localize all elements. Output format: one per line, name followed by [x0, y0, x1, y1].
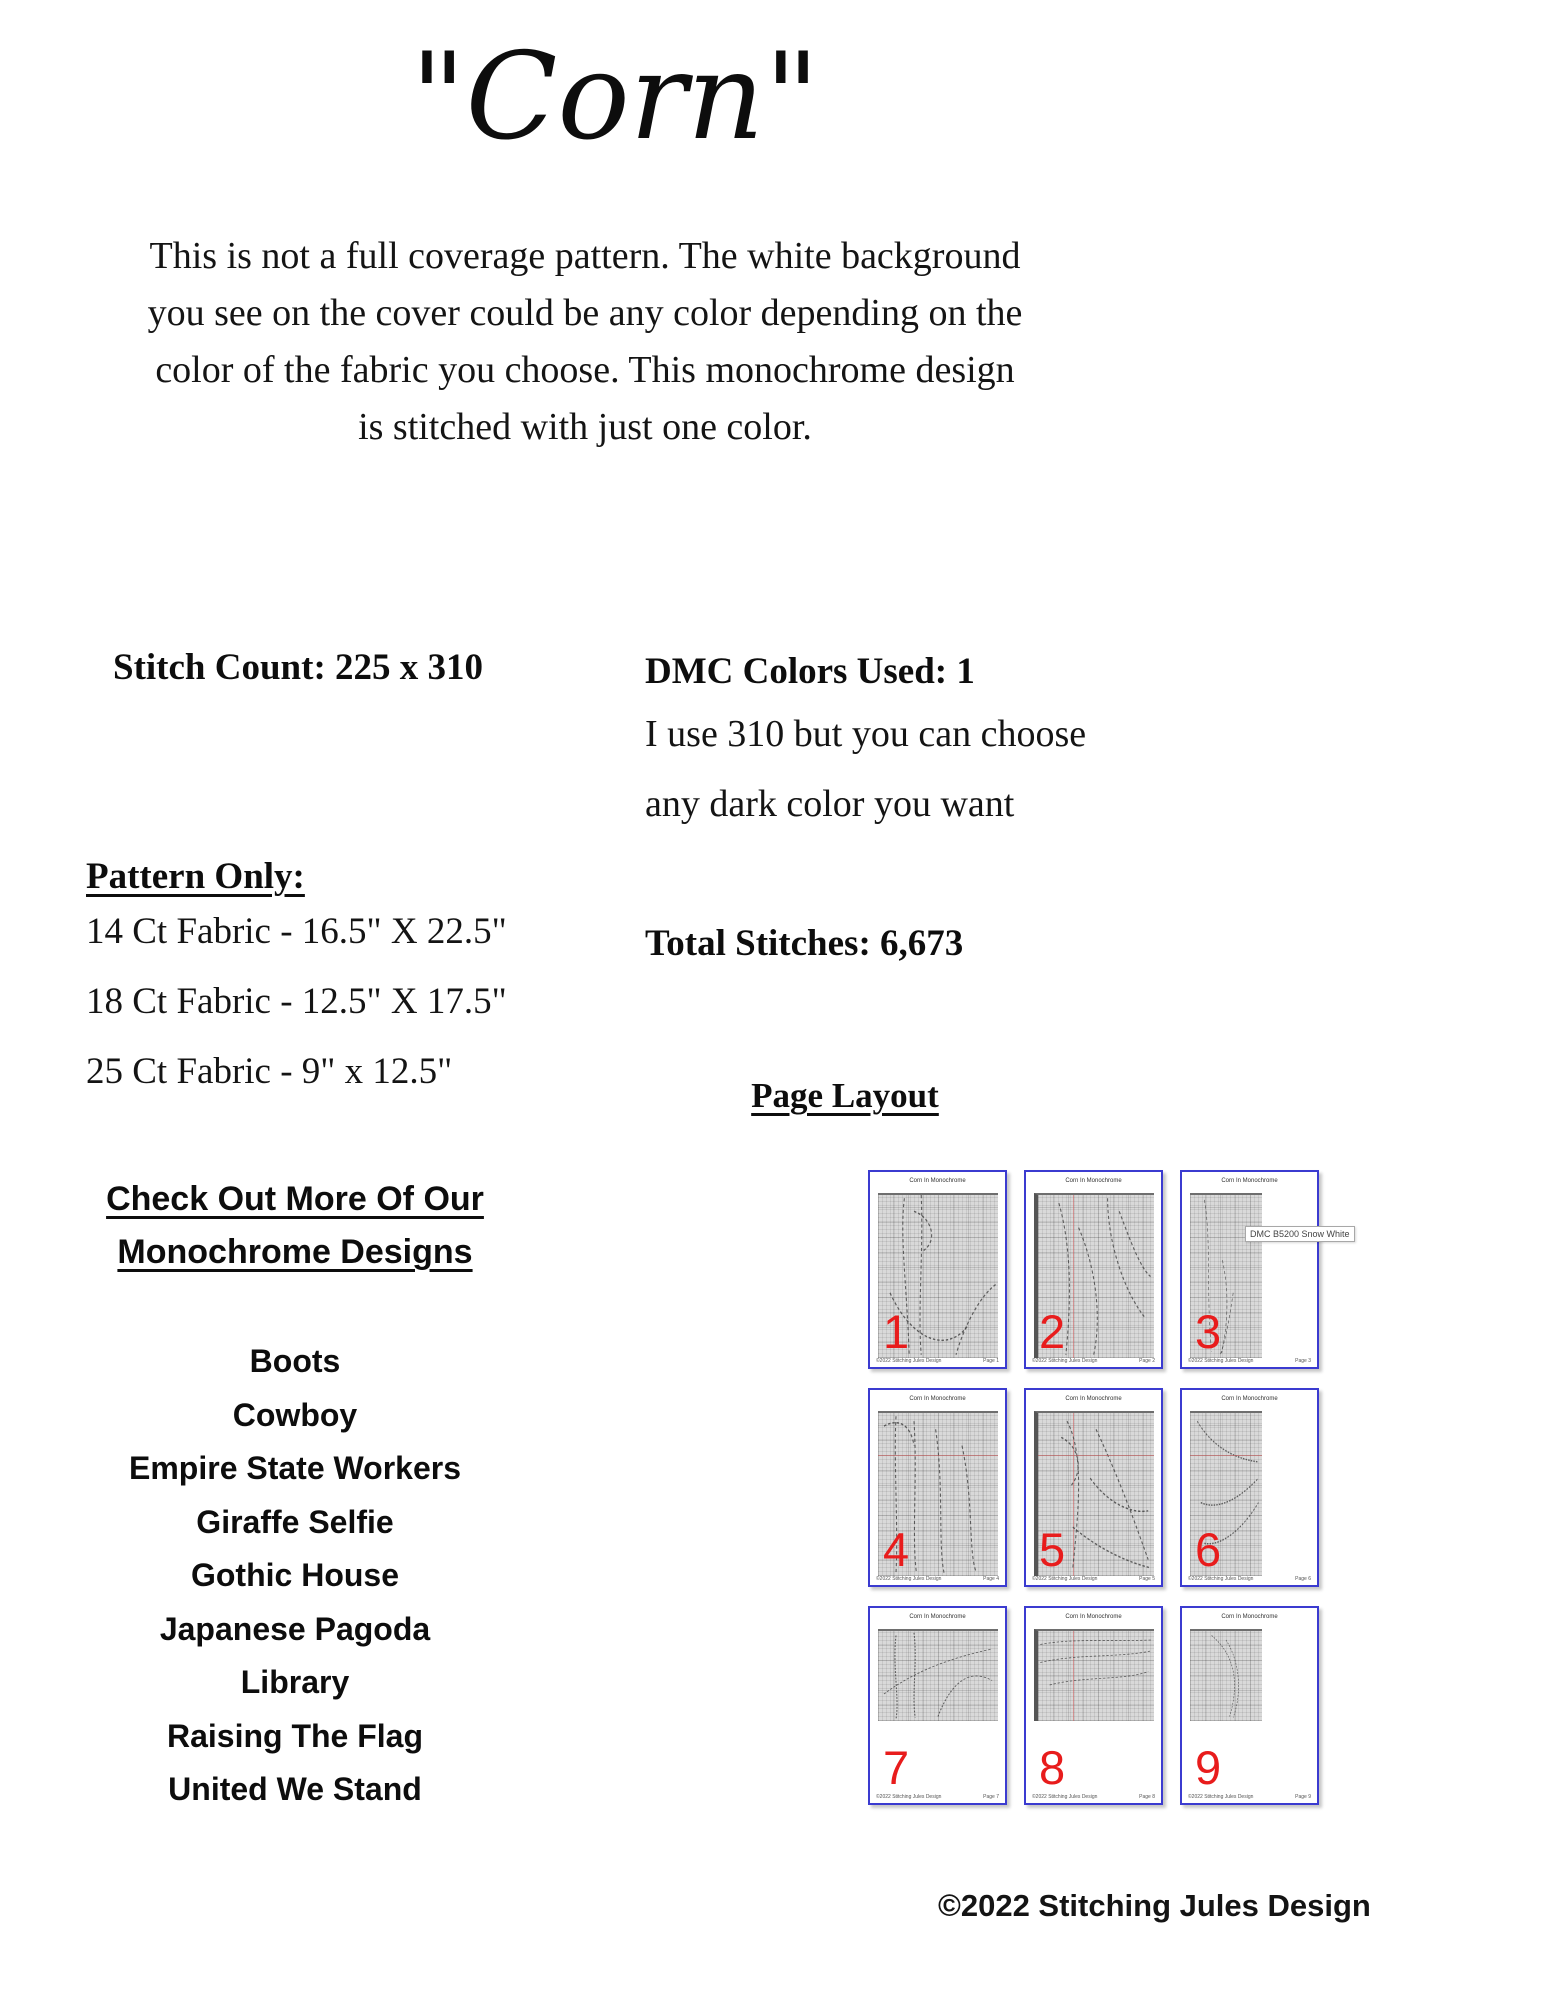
pattern-page-thumbnail-6: [1180, 1388, 1319, 1587]
list-item: Boots: [249, 1343, 341, 1379]
intro-line: you see on the cover could be any color depending on the: [147, 292, 1023, 334]
thumbnail-footer-right: Page 1: [983, 1358, 999, 1364]
fabric-size: 25 Ct Fabric - 9" x 12.5": [86, 1051, 453, 1092]
page-title: "Corn": [410, 28, 820, 167]
thumbnail-footer: [1188, 1358, 1311, 1364]
page-number: 1: [883, 1305, 910, 1358]
pattern-page-thumbnail-4: [868, 1388, 1007, 1587]
list-item: United We Stand: [168, 1771, 422, 1807]
thumbnail-footer-left: ©2022 Stitching Jules Design: [1188, 1794, 1254, 1800]
thumbnail-title: Corn In Monochrome: [1221, 1614, 1278, 1620]
thumbnail-footer-right: Page 5: [1139, 1576, 1155, 1582]
pattern-page-thumbnail-1: [868, 1170, 1007, 1369]
pattern-page-thumbnail-5: [1024, 1388, 1163, 1587]
page-layout-grid: [868, 1170, 1350, 1810]
stitch-marks: [1038, 1631, 1154, 1721]
thumbnail-title: Corn In Monochrome: [1065, 1396, 1122, 1402]
list-item: Raising The Flag: [166, 1717, 424, 1754]
copyright-footer: ©2022 Stitching Jules Design: [938, 1888, 1371, 1923]
stitch-grid: [1190, 1629, 1262, 1721]
thumbnail-footer-left: ©2022 Stitching Jules Design: [1188, 1576, 1254, 1582]
page-number: 7: [883, 1741, 910, 1794]
stitch-grid: [878, 1629, 998, 1721]
page-number: 4: [883, 1523, 910, 1576]
thumbnail-footer: [1188, 1576, 1311, 1582]
color-tooltip: DMC B5200 Snow White: [1245, 1226, 1355, 1242]
thumbnail-footer: [876, 1576, 999, 1582]
thumbnail-footer-right: Page 2: [1139, 1358, 1155, 1364]
page-number: 8: [1039, 1741, 1066, 1794]
pattern-only-heading: Pattern Only:: [86, 856, 305, 897]
more-designs-heading: Check Out More Of Our: [106, 1180, 484, 1218]
thumbnail-footer-right: Page 3: [1295, 1358, 1311, 1364]
thumbnail-footer-left: ©2022 Stitching Jules Design: [876, 1576, 942, 1582]
more-designs-heading: Monochrome Designs: [117, 1233, 473, 1271]
monochrome-designs-list: [65, 1335, 525, 1817]
list-item: Library: [240, 1664, 350, 1700]
dmc-colors-heading: DMC Colors Used: 1: [645, 651, 975, 692]
thumbnail-footer-right: Page 6: [1295, 1576, 1311, 1582]
thumbnail-title: Corn In Monochrome: [1221, 1178, 1278, 1184]
thumbnail-footer-right: Page 9: [1295, 1794, 1311, 1800]
page-layout-heading: Page Layout: [751, 1076, 939, 1115]
thumbnail-footer-right: Page 7: [983, 1794, 999, 1800]
pattern-page-thumbnail-3: [1180, 1170, 1350, 1369]
thumbnail-footer-left: ©2022 Stitching Jules Design: [1032, 1794, 1098, 1800]
thumbnail-footer-left: ©2022 Stitching Jules Design: [1188, 1358, 1254, 1364]
page-number: 6: [1195, 1523, 1222, 1576]
fabric-size: 18 Ct Fabric - 12.5" X 17.5": [86, 981, 507, 1022]
dmc-note-line: I use 310 but you can choose: [645, 713, 1087, 755]
thumbnail-footer: [876, 1794, 999, 1800]
thumbnail-footer-right: Page 8: [1139, 1794, 1155, 1800]
thumbnail-footer: [1032, 1576, 1155, 1582]
thumbnail-footer: [1188, 1794, 1311, 1800]
thumbnail-title: Corn In Monochrome: [909, 1178, 966, 1184]
stitch-grid: [1034, 1629, 1154, 1721]
intro-line: is stitched with just one color.: [358, 406, 812, 448]
intro-paragraph: [85, 228, 1085, 456]
thumbnail-title: Corn In Monochrome: [1065, 1614, 1122, 1620]
list-item: Cowboy: [232, 1396, 358, 1433]
thumbnail-footer: [876, 1358, 999, 1364]
thumbnail-footer-left: ©2022 Stitching Jules Design: [876, 1794, 942, 1800]
thumbnail-title: Corn In Monochrome: [909, 1396, 966, 1402]
pattern-page-thumbnail-9: [1180, 1606, 1319, 1805]
list-item: Empire State Workers: [129, 1450, 461, 1486]
page-number: 9: [1195, 1741, 1222, 1794]
stitch-marks: [878, 1631, 998, 1721]
page-number: 3: [1195, 1305, 1222, 1358]
thumbnail-footer-left: ©2022 Stitching Jules Design: [1032, 1358, 1098, 1364]
dmc-note-line: any dark color you want: [645, 783, 1015, 825]
total-stitches: Total Stitches: 6,673: [645, 923, 964, 964]
list-item: Giraffe Selfie: [196, 1503, 394, 1540]
thumbnail-title: Corn In Monochrome: [1221, 1396, 1278, 1402]
fabric-size: 14 Ct Fabric - 16.5" X 22.5": [86, 911, 507, 952]
thumbnail-footer-left: ©2022 Stitching Jules Design: [876, 1358, 942, 1364]
thumbnail-footer-right: Page 4: [983, 1576, 999, 1582]
thumbnail-title: Corn In Monochrome: [909, 1614, 966, 1620]
thumbnail-footer: [1032, 1794, 1155, 1800]
list-item: Gothic House: [190, 1557, 399, 1593]
thumbnail-title: Corn In Monochrome: [1065, 1178, 1122, 1184]
intro-line: color of the fabric you choose. This monochrome design: [155, 349, 1015, 391]
pattern-page-thumbnail-2: [1024, 1170, 1163, 1369]
thumbnail-footer: [1032, 1358, 1155, 1364]
pattern-page-thumbnail-8: [1024, 1606, 1163, 1805]
intro-line: This is not a full coverage pattern. The white background: [149, 235, 1021, 277]
pattern-page-thumbnail-7: [868, 1606, 1007, 1805]
stitch-marks: [1190, 1631, 1262, 1721]
thumbnail-footer-left: ©2022 Stitching Jules Design: [1032, 1576, 1098, 1582]
page-number: 2: [1039, 1305, 1066, 1358]
page-number: 5: [1039, 1523, 1066, 1576]
stitch-count: Stitch Count: 225 x 310: [113, 647, 484, 688]
list-item: Japanese Pagoda: [159, 1610, 431, 1647]
